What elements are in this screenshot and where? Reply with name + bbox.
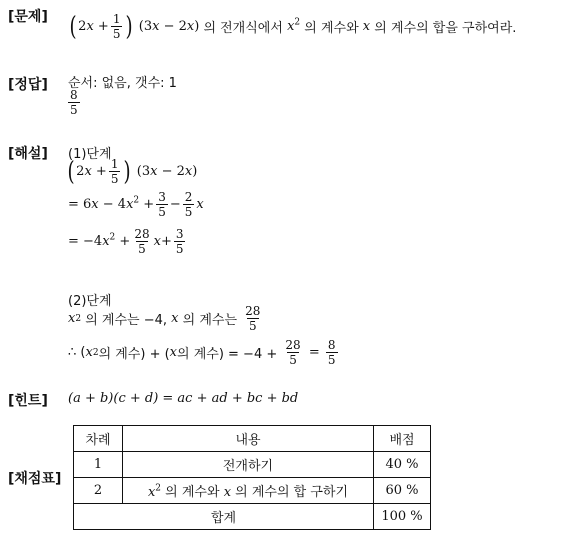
answer-den: 5 — [70, 103, 78, 117]
problem-text-3: 의 계수의 합을 구하여라. — [374, 21, 517, 36]
total-label: 합계 — [74, 504, 374, 530]
hint-formula: (a + b)(c + d) = ac + ad + bc + bd — [68, 391, 299, 406]
result-num: 8 — [327, 338, 336, 352]
step2-text2: 의 계수는 — [182, 313, 238, 328]
header-no: 차례 — [74, 426, 123, 452]
table-row: 1 전개하기 40 % — [74, 452, 431, 478]
solution-label: [해설] — [8, 146, 48, 162]
total-score: 100 % — [374, 504, 431, 530]
step1-line1: ( 2x + $\frac{1}{5}$ ) (3x − 2x) — [67, 156, 198, 187]
sum-text1: 의 계수) + ( — [98, 347, 170, 362]
problem-statement: ( 2x + $\frac{1}{5}$ ) (3x − 2x) 의 전개식에서 $x^2$ 의 계수와 x 의 계수의 합을 구하여라. — [69, 11, 517, 42]
answer-num: 8 — [70, 88, 78, 102]
table-header-row — [74, 426, 431, 452]
row2-content: $x^2$ 의 계수와 x 의 계수의 합 구하기 — [123, 478, 374, 504]
sum-open: ∴ ( — [68, 345, 86, 360]
grading-label: [채점표] — [8, 471, 62, 487]
step1-line2: = $6x - 4x^2$ + $\frac{3}{5}$ − $\frac{2}{5}$ x — [68, 190, 204, 219]
answer-fraction — [66, 88, 82, 117]
problem-text-1: 의 전개식에서 — [203, 21, 283, 36]
step2-label: (2)단계 — [68, 294, 112, 309]
answer-label: [정답] — [8, 77, 48, 93]
step2-text1: 의 계수는 −4, — [85, 313, 168, 328]
hint-label: [힌트] — [8, 393, 48, 409]
grading-table — [73, 425, 431, 530]
step2-line2: ∴ ( x 2 의 계수) + ( x 의 계수) = −4 + $\frac{28}{5}$ = $\frac{8}{5}$ — [68, 338, 336, 367]
sum-text2: 의 계수) = −4 + — [177, 347, 278, 362]
problem-label: [문제] — [8, 9, 48, 25]
answer-meta: 순서: 없음, 갯수: 1 — [68, 76, 177, 91]
step1-line3: = $-4x^2$ + $\frac{28}{5}$ x + $\frac{3}{5}$ — [68, 227, 184, 256]
table-total-row — [74, 504, 431, 530]
step1-label: (1)단계 — [68, 147, 112, 162]
problem-text-2: 의 계수와 — [304, 21, 359, 36]
header-content: 내용 — [123, 426, 374, 452]
header-score: 배점 — [374, 426, 431, 452]
step2-line1: x 2 의 계수는 −4, x 의 계수는 $\frac{28}{5}$ — [68, 304, 261, 333]
result-den: 5 — [327, 353, 336, 367]
table-row: 2 $x^2$ 의 계수와 x 의 계수의 합 구하기 60 % — [74, 478, 431, 504]
